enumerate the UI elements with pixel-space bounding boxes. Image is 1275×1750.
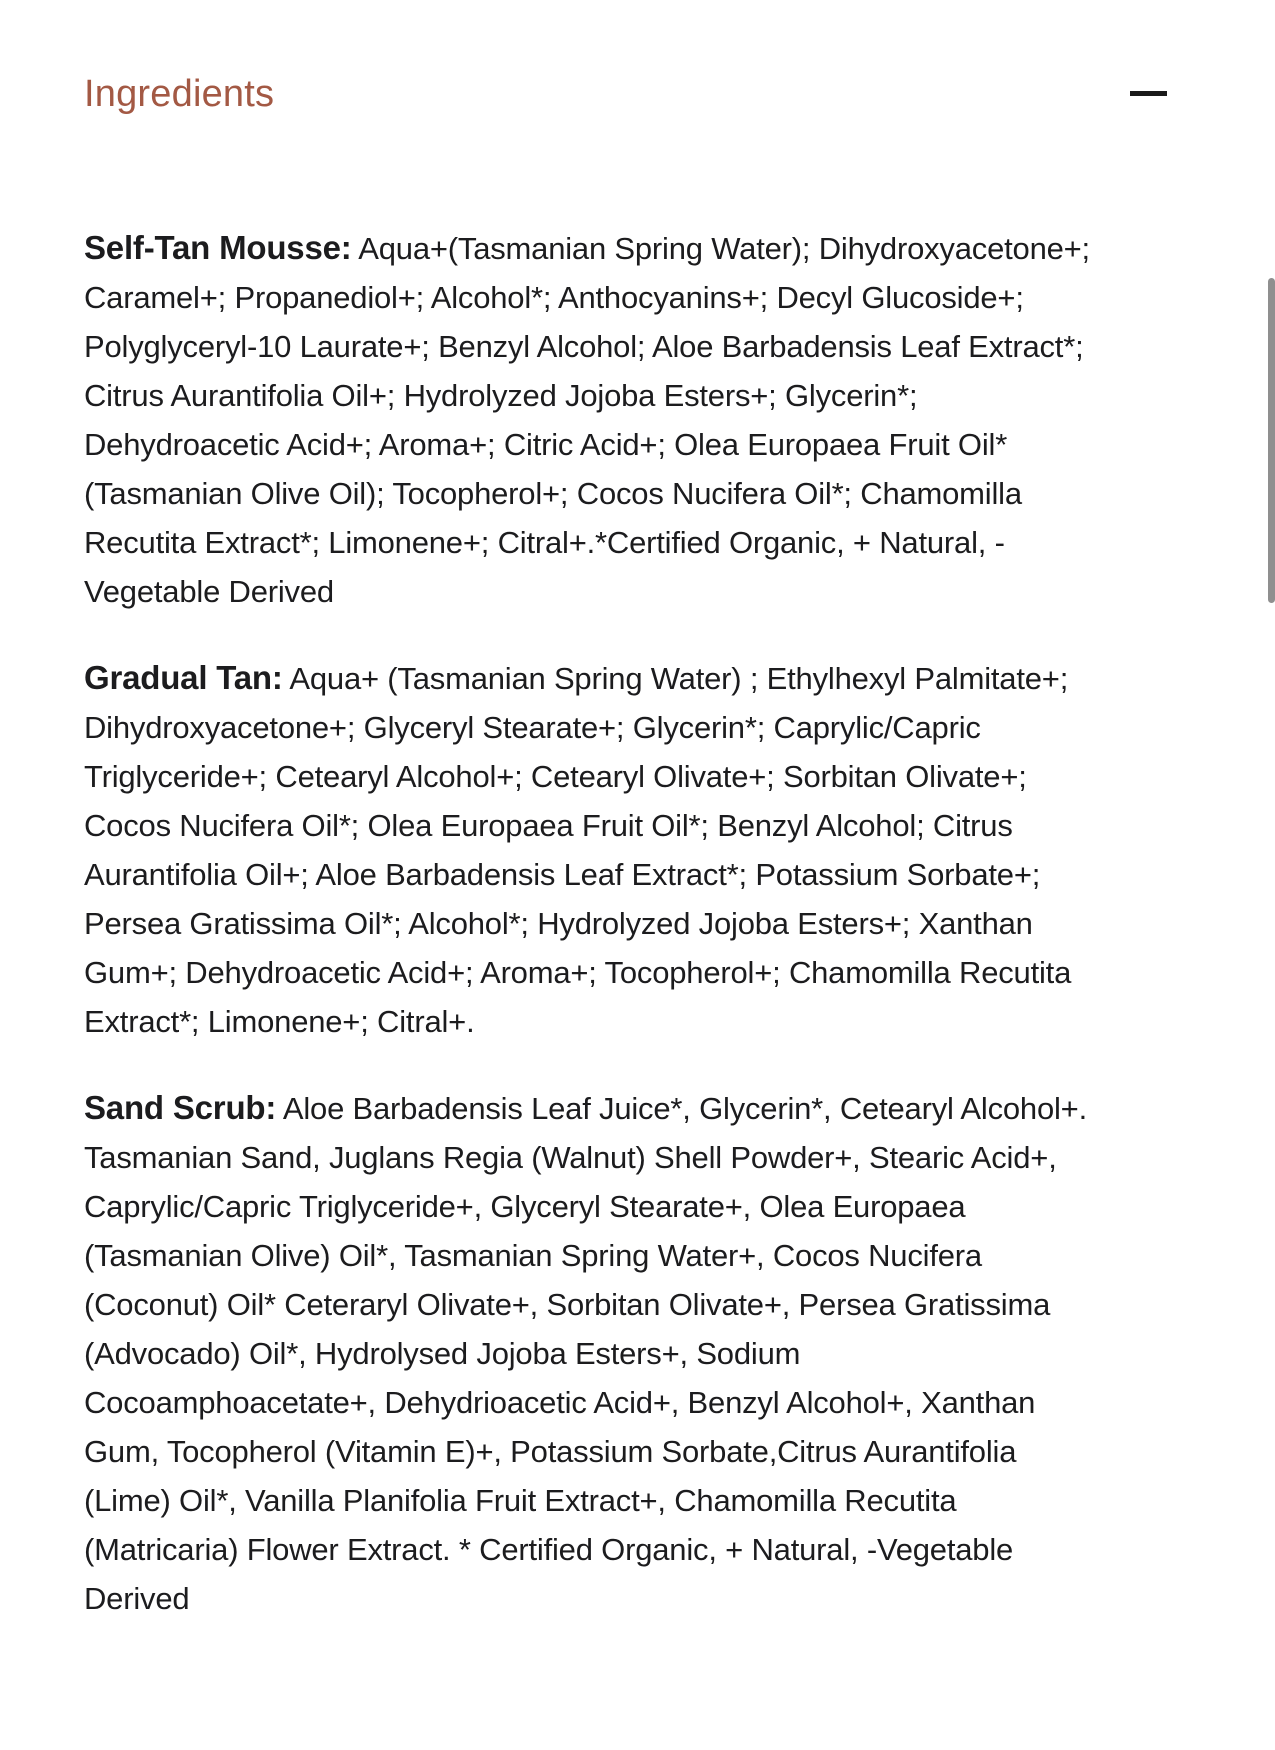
- section-title: Ingredients: [84, 72, 275, 115]
- ingredient-paragraph-self-tan-mousse: [84, 223, 1090, 616]
- ingredient-label: Sand Scrub:: [84, 1089, 277, 1127]
- ingredients-accordion-header: [84, 38, 1167, 149]
- ingredients-content: [84, 223, 1090, 1623]
- ingredient-text: Aloe Barbadensis Leaf Juice*, Glycerin*, Cetearyl Alcohol+. Tasmanian Sand, Juglans Regia (Walnut) Shell Powder+, Stearic Acid+, Caprylic/Capric Triglyceride+, Glyceryl Stearate+, Olea Europaea (Tasmanian Olive) Oil*, Tasmanian Spring Water+, Cocos Nucifera (Coconut) Oil* Ceteraryl Olivate+, Sorbitan Olivate+, Persea Gratissima (Advocado) Oil*, Hydrolysed Jojoba Esters+, Sodium Cocoamphoacetate+, Dehydrioacetic Acid+, Benzyl Alcohol+, Xanthan Gum, Tocopherol (Vitamin E)+, Potassium Sorbate,Citrus Aurantifolia (Lime) Oil*, Vanilla Planifolia Fruit Extract+, Chamomilla Recutita (Matricaria) Flower Extract. * Certified Organic, + Natural, -Vegetable Derived: [84, 1091, 1087, 1617]
- ingredient-paragraph-gradual-tan: [84, 653, 1090, 1046]
- accordion-collapse-button[interactable]: [1130, 81, 1167, 106]
- ingredient-paragraph-sand-scrub: [84, 1083, 1090, 1623]
- scrollbar-thumb[interactable]: [1268, 278, 1275, 603]
- ingredient-text: Aqua+(Tasmanian Spring Water); Dihydroxyacetone+; Caramel+; Propanediol+; Alcohol*; Anthocyanins+; Decyl Glucoside+; Polyglyceryl-10 Laurate+; Benzyl Alcohol; Aloe Barbadensis Leaf Extract*; Citrus Aurantifolia Oil+; Hydrolyzed Jojoba Esters+; Glycerin*; Dehydroacetic Acid+; Aroma+; Citric Acid+; Olea Europaea Fruit Oil*(Tasmanian Olive Oil); Tocopherol+; Cocos Nucifera Oil*; Chamomilla Recutita Extract*; Limonene+; Citral+.*Certified Organic, + Natural, -Vegetable Derived: [84, 231, 1090, 610]
- ingredient-label: Self-Tan Mousse:: [84, 229, 352, 267]
- ingredient-label: Gradual Tan:: [84, 659, 283, 697]
- minus-icon: [1130, 91, 1167, 96]
- ingredient-text: Aqua+ (Tasmanian Spring Water) ; Ethylhexyl Palmitate+; Dihydroxyacetone+; Glyceryl Stearate+; Glycerin*; Caprylic/Capric Triglyceride+; Cetearyl Alcohol+; Cetearyl Olivate+; Sorbitan Olivate+; Cocos Nucifera Oil*; Olea Europaea Fruit Oil*; Benzyl Alcohol; Citrus Aurantifolia Oil+; Aloe Barbadensis Leaf Extract*; Potassium Sorbate+; Persea Gratissima Oil*; Alcohol*; Hydrolyzed Jojoba Esters+; Xanthan Gum+; Dehydroacetic Acid+; Aroma+; Tocopherol+; Chamomilla Recutita Extract*; Limonene+; Citral+.: [84, 661, 1072, 1040]
